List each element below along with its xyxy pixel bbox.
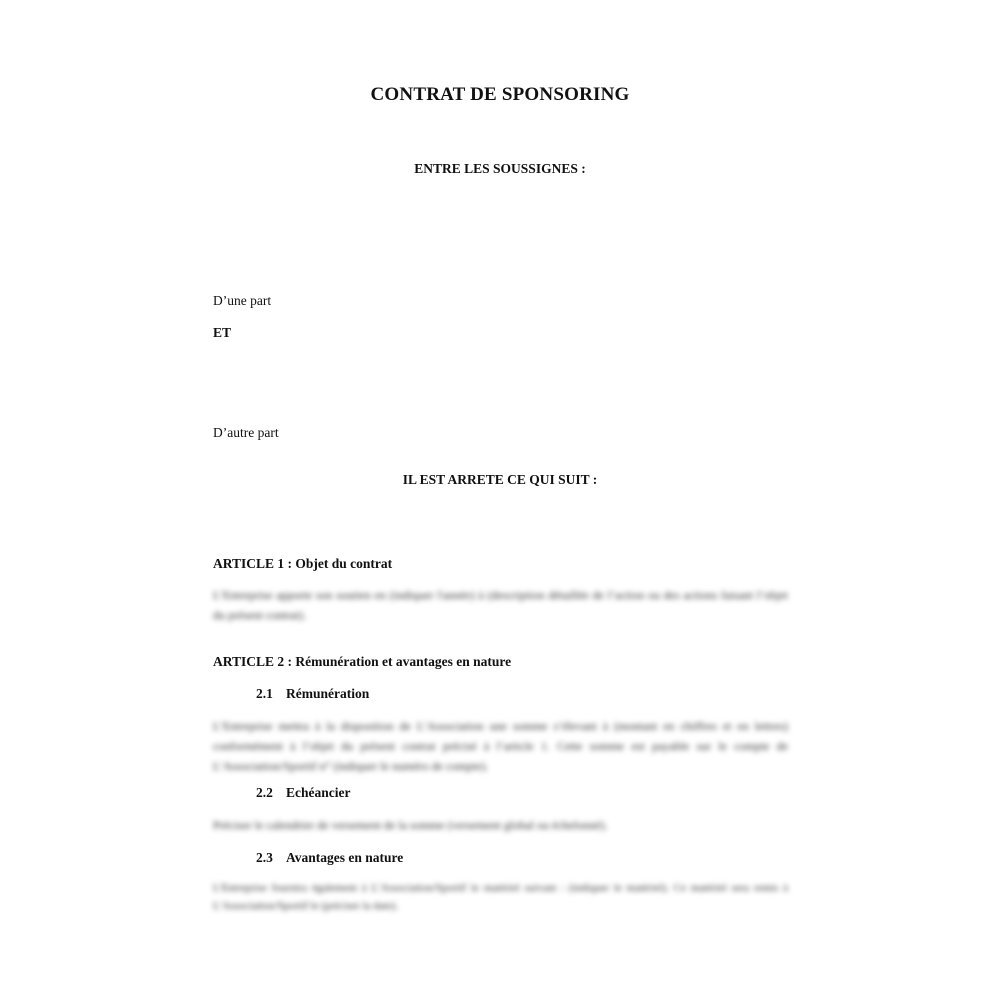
second-party-label: D’autre part [213,425,279,440]
section-number: 2.3 [256,850,273,865]
article-2-heading: ARTICLE 2 : Rémunération et avantages en nature [213,654,512,669]
section-title: Avantages en nature [286,850,404,865]
article-1-body: L’Entreprise apporte son soutien en (indiquer l'année) à (description détaillée de l’action ou des actions faisant l’objet du présent contrat). [213,588,788,622]
section-2-3-body: L'Entreprise fournira également à L’Association/Sportif le matériel suivant : (indiquer le matériel). Ce matériel sera remis à L’Association/Sportif le (préciser la date). [213,882,788,912]
section-title: Echéancier [286,785,351,800]
document-title: CONTRAT DE SPONSORING [370,84,630,105]
section-number: 2.1 [256,686,273,701]
agreement-heading: IL EST ARRETE CE QUI SUIT : [402,472,598,487]
section-2-2-body: Préciser le calendrier de versement de la somme (versement global ou échelonné). [213,818,608,832]
and-label: ET [213,325,232,340]
section-title: Rémunération [286,686,370,701]
ghost-text-block [300,195,760,375]
section-2-2-heading [256,785,350,801]
section-2-3-heading [256,850,403,866]
article-1-heading: ARTICLE 1 : Objet du contrat [213,556,393,571]
first-party-label: D’une part [213,293,272,308]
parties-heading: ENTRE LES SOUSSIGNES : [414,161,586,176]
section-2-1-body: L’Entreprise mettra à la disposition de L’Association une somme s’élevant à (montant en chiffres et en lettres) conformément à l’objet du présent contrat précisé à l’article 1. Cette somme est payable sur le compte de L’Association/Sportif n° (indiquer le numéro de compte). [213,719,788,773]
section-2-1-heading [256,686,369,702]
section-number: 2.2 [256,785,273,800]
